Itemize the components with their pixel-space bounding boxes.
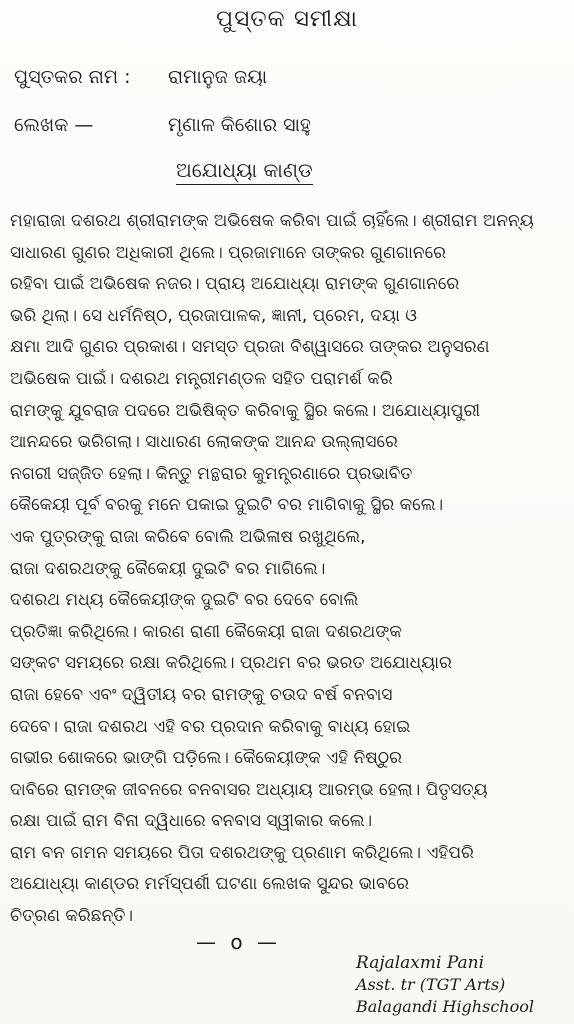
body-line: ରାମଙ୍କୁ ଯୁବରାଜ ପଦରେ ଅଭିଷିକ୍ତ କରିବାକୁ ସ୍ଥିର କଲେ। ଅଯୋଧ୍ୟାପୁରୀ	[10, 400, 481, 421]
review-body	[10, 206, 570, 933]
signature-designation: Asst. tr (TGT Arts)	[356, 975, 506, 994]
body-line: ରାଜା ଦଶରଥଙ୍କୁ କୈକେୟୀ ଦୁଇଟି ବର ମାଗିଲେ।	[10, 558, 326, 579]
author-row	[14, 114, 311, 136]
book-name-value: ରାମାନୁଜ ଜୟା	[168, 66, 268, 88]
signature-block	[356, 952, 572, 1018]
body-line: ନଗରୀ ସଜ୍ଜିତ ହେଲା। କିନ୍ତୁ ମନ୍ଥରାର କୁମନ୍ତ୍ରଣାରେ ପ୍ରଭାବିତ	[10, 463, 413, 484]
signature-school: Balagandi Highschool	[356, 997, 534, 1016]
body-line: ଏକ ପୁତ୍ରଙ୍କୁ ରାଜା କରିବେ ବୋଲି ଅଭିଳାଷ ରଖୁଥିଲେ,	[10, 526, 366, 547]
body-line: ଗଭୀର ଶୋକରେ ଭାଙ୍ଗି ପଡ଼ିଲେ। କୈକେୟୀଙ୍କ ଏହି ନିଷ୍ଠୁର	[10, 748, 402, 769]
body-line: କୈକେୟୀ ପୂର୍ବ ବରକୁ ମନେ ପକାଇ ଦୁଇଟି ବର ମାଗିବାକୁ ସ୍ଥିର କଲେ।	[10, 495, 444, 516]
body-line: ମହାରାଜା ଦଶରଥ ଶ୍ରୀରାମଙ୍କ ଅଭିଷେକ କରିବା ପାଇଁ ଚାହିଁଲେ। ଶ୍ରୀରାମ ଅନନ୍ୟ	[10, 211, 534, 231]
book-name-label: ପୁସ୍ତକର ନାମ :	[14, 66, 131, 88]
body-line: ରକ୍ଷା ପାଇଁ ରାମ ବିନା ଦ୍ୱିଧାରେ ବନବାସ ସ୍ୱୀକାର କଲେ।	[10, 811, 373, 832]
book-name-row	[14, 66, 267, 88]
body-line: ପ୍ରତିଜ୍ଞା କରିଥିଲେ। କାରଣ ରାଣୀ କୈକେୟୀ ରାଜା ଦଶରଥଙ୍କ	[10, 621, 402, 642]
body-line: ରାମ ବନ ଗମନ ସମୟରେ ପିତା ଦଶରଥଙ୍କୁ ପ୍ରଣାମ କରିଥିଲେ। ଏହିପରି	[10, 842, 474, 863]
body-line: ସାଧାରଣ ଗୁଣର ଅଧିକାରୀ ଥିଲେ। ପ୍ରଜାମାନେ ତାଙ୍କର ଗୁଣଗାନରେ	[10, 242, 446, 263]
body-line: ଅଭିଷେକ ପାଇଁ। ଦଶରଥ ମନ୍ତ୍ରୀମଣ୍ଡଳ ସହିତ ପରାମର୍ଶ କରି	[10, 368, 393, 389]
section-subtitle: ଅଯୋଧ୍ୟା କାଣ୍ଡ	[176, 158, 313, 185]
body-line: ରାଜା ହେବେ ଏବଂ ଦ୍ୱିତୀୟ ବର ରାମଙ୍କୁ ଚଉଦ ବର୍ଷ ବନବାସ	[10, 684, 393, 705]
page-title: ପୁସ୍ତକ ସମୀକ୍ଷା	[216, 6, 358, 32]
body-line: ଚିତ୍ରଣ କରିଛନ୍ତି।	[10, 906, 134, 927]
signature-name: Rajalaxmi Pani	[356, 953, 485, 973]
body-line: କ୍ଷମା ଆଦି ଗୁଣର ପ୍ରକାଶ। ସମସ୍ତ ପ୍ରଜା ବିଶ୍ୱାସରେ ତାଙ୍କର ଅନୁସରଣ	[10, 337, 490, 358]
end-mark: — o —	[196, 930, 281, 954]
body-line: ରହିବା ପାଇଁ ଅଭିଷେକ ନଜର। ପ୍ରାୟ ଅଯୋଧ୍ୟା ରାମଙ୍କ ଗୁଣଗାନରେ	[10, 274, 460, 295]
body-line: ଦେବେ। ରାଜା ଦଶରଥ ଏହି ବର ପ୍ରଦାନ କରିବାକୁ ବାଧ୍ୟ ହୋଇ	[10, 716, 411, 737]
author-label: ଲେଖକ —	[14, 114, 94, 136]
body-line: ଭରି ଥିଲା। ସେ ଧର୍ମନିଷ୍ଠ, ପ୍ରଜାପାଳକ, ଜ୍ଞାନୀ, ପ୍ରେମ, ଦୟା ଓ	[10, 305, 417, 326]
body-line: ଆନନ୍ଦରେ ଭରିଗଲା। ସାଧାରଣ ଲୋକଙ୍କ ଆନନ୍ଦ ଉଲ୍ଲାସରେ	[10, 432, 398, 453]
body-line: ଦଶରଥ ମଧ୍ୟ କୈକେୟୀଙ୍କ ଦୁଇଟି ବର ଦେବେ ବୋଲି	[10, 590, 359, 611]
body-line: ସଙ୍କଟ ସମୟରେ ରକ୍ଷା କରିଥିଲେ। ପ୍ରଥମ ବର ଭରତ ଅଯୋଧ୍ୟାର	[10, 653, 452, 674]
author-value: ମୃଣାଳ କିଶୋର ସାହୁ	[168, 114, 311, 136]
body-line: ଦାବିରେ ରାମଙ୍କ ଜୀବନରେ ବନବାସର ଅଧ୍ୟାୟ ଆରମ୍ଭ ହେଲା। ପିତୃସତ୍ୟ	[10, 779, 488, 800]
body-line: ଅଯୋଧ୍ୟା କାଣ୍ଡର ମର୍ମସ୍ପର୍ଶୀ ଘଟଣା ଲେଖକ ସୁନ୍ଦର ଭାବରେ	[10, 874, 410, 895]
